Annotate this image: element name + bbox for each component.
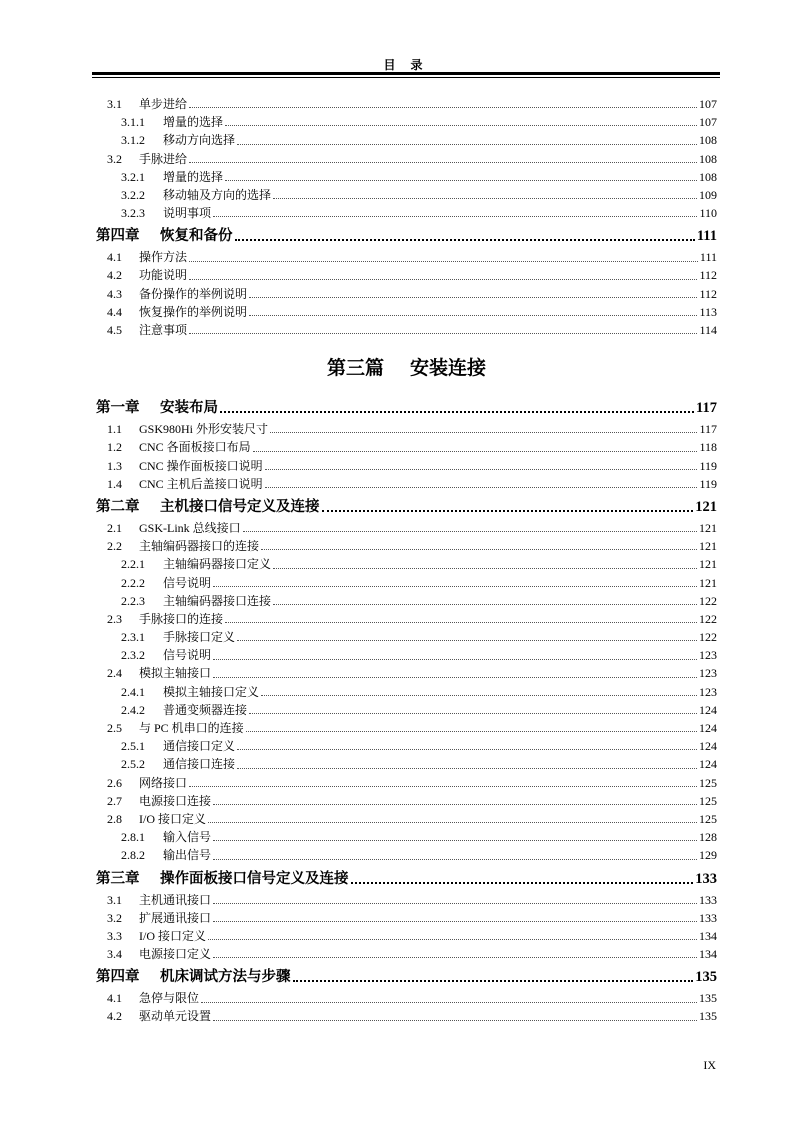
toc-entry-title: 安装布局: [160, 400, 218, 417]
toc-entry-title: 手脉进给: [139, 151, 188, 166]
toc-entry[interactable]: [96, 592, 717, 610]
toc-entry-title: 通信接口连接: [163, 757, 236, 772]
toc-entry[interactable]: [96, 846, 717, 864]
toc-entry-page: 121: [699, 575, 717, 590]
toc-entry-title: 通信接口定义: [163, 739, 236, 754]
toc-entry[interactable]: [96, 828, 717, 846]
toc-entry-title: CNC 操作面板接口说明: [139, 458, 263, 473]
toc-entry-number: 2.8.1: [121, 830, 145, 845]
toc-entry-page: 134: [699, 928, 717, 943]
toc-entry-title: 电源接口定义: [139, 947, 212, 962]
toc-entry-title: GSK980Hi 外形安装尺寸: [139, 422, 269, 437]
toc-entry-title: 机床调试方法与步骤: [160, 969, 291, 986]
toc-entry-page: 121: [699, 539, 717, 554]
part-title: 安装连接: [410, 357, 487, 380]
toc-entry-title: 网络接口: [139, 775, 188, 790]
toc-entry[interactable]: [96, 321, 717, 339]
toc-chapter-entry[interactable]: [96, 495, 717, 519]
toc-entry-page: 119: [699, 458, 717, 473]
toc-entry[interactable]: [96, 774, 717, 792]
toc-entry-page: 112: [699, 268, 717, 283]
toc-entry-number: 第三章: [96, 870, 140, 887]
toc-dot-leader: [237, 749, 697, 750]
toc-entry-page: 119: [699, 476, 717, 491]
toc-entry[interactable]: [96, 927, 717, 945]
toc-entry-number: 第四章: [96, 969, 140, 986]
toc-dot-leader: [213, 903, 697, 904]
toc-entry-title: 急停与限位: [139, 991, 200, 1006]
toc-entry-title: 主机接口信号定义及连接: [160, 499, 320, 515]
header-rule-thick: [92, 72, 720, 75]
toc-entry-page: 122: [699, 630, 717, 645]
toc-entry-page: 135: [699, 991, 717, 1006]
toc-section-bottom: [96, 396, 717, 1025]
toc-entry-title: I/O 接口定义: [139, 811, 206, 826]
toc-entry[interactable]: [96, 755, 717, 773]
toc-entry-page: 133: [699, 910, 717, 925]
toc-entry-title: 备份操作的举例说明: [139, 286, 248, 301]
toc-entry[interactable]: [96, 475, 717, 493]
toc-entry-page: 118: [699, 440, 717, 455]
toc-entry[interactable]: [96, 737, 717, 755]
toc-entry-number: 1.3: [107, 458, 122, 473]
toc-entry-title: 模拟主轴接口定义: [163, 684, 260, 699]
toc-entry[interactable]: [96, 186, 717, 204]
toc-entry[interactable]: [96, 701, 717, 719]
toc-entry-number: 2.2: [107, 539, 122, 554]
toc-dot-leader: [249, 315, 697, 316]
toc-entry-number: 3.2: [107, 151, 122, 166]
toc-entry-number: 3.4: [107, 947, 122, 962]
toc-dot-leader: [249, 713, 697, 714]
toc-entry-page: 129: [699, 848, 717, 863]
toc-entry-title: 驱动单元设置: [139, 1009, 212, 1024]
toc-dot-leader: [273, 604, 697, 605]
toc-entry-title: 扩展通讯接口: [139, 910, 212, 925]
toc-entry-page: 135: [695, 969, 717, 986]
toc-entry-title: 操作方法: [139, 250, 188, 265]
toc-entry-title: 主轴编码器接口的连接: [139, 539, 260, 554]
toc-entry-title: 操作面板接口信号定义及连接: [160, 870, 349, 887]
toc-entry-number: 第二章: [96, 499, 140, 515]
part-heading: [96, 342, 717, 394]
toc-entry-page: 108: [699, 133, 717, 148]
toc-entry-number: 第一章: [96, 400, 140, 417]
toc-entry-page: 122: [699, 593, 717, 608]
toc-dot-leader: [189, 107, 697, 108]
toc-entry-title: 主机通讯接口: [139, 892, 212, 907]
toc-dot-leader: [235, 239, 695, 241]
toc-entry-title: 主轴编码器接口定义: [163, 557, 272, 572]
toc-entry-number: 2.4.1: [121, 684, 145, 699]
toc-entry-page: 110: [699, 206, 717, 221]
toc-entry[interactable]: [96, 909, 717, 927]
toc-entry-number: 2.5: [107, 721, 122, 736]
toc-entry-title: 模拟主轴接口: [139, 666, 212, 681]
toc-dot-leader: [213, 659, 697, 660]
toc-entry-number: 3.2.1: [121, 169, 145, 184]
toc-dot-leader: [189, 333, 697, 334]
toc-entry-title: 单步进给: [139, 96, 188, 111]
toc-dot-leader: [208, 822, 697, 823]
toc-entry[interactable]: [96, 555, 717, 573]
toc-entry[interactable]: [96, 665, 717, 683]
toc-dot-leader: [213, 677, 697, 678]
toc-chapter-entry[interactable]: [96, 396, 717, 420]
toc-dot-leader: [293, 980, 694, 982]
toc-entry-number: 2.6: [107, 775, 122, 790]
toc-entry-number: 3.1: [107, 96, 122, 111]
header-rule-thin: [92, 77, 720, 78]
toc-entry-title: CNC 各面板接口布局: [139, 440, 251, 455]
toc-dot-leader: [213, 216, 697, 217]
toc-entry-page: 124: [699, 721, 717, 736]
toc-entry-page: 108: [699, 151, 717, 166]
page-header: [92, 56, 720, 82]
toc-entry[interactable]: [96, 303, 717, 321]
toc-entry-page: 112: [699, 286, 717, 301]
toc-entry-page: 109: [699, 187, 717, 202]
toc-entry-page: 123: [699, 666, 717, 681]
toc-entry-number: 2.8.2: [121, 848, 145, 863]
toc-entry-title: 输出信号: [163, 848, 212, 863]
toc-entry-title: 功能说明: [139, 268, 188, 283]
toc-chapter-entry[interactable]: [96, 224, 717, 248]
toc-dot-leader: [208, 939, 697, 940]
toc-entry-number: 3.2.2: [121, 187, 145, 202]
toc-entry[interactable]: [96, 285, 717, 303]
toc-entry-page: 121: [695, 499, 717, 515]
toc-entry-number: 2.3.1: [121, 630, 145, 645]
toc-entry-number: 2.3: [107, 611, 122, 626]
page-number: IX: [703, 1058, 716, 1072]
toc-entry-number: 3.2: [107, 910, 122, 925]
toc-entry[interactable]: [96, 113, 717, 131]
toc-entry-number: 3.1: [107, 892, 122, 907]
toc-entry-number: 2.8: [107, 811, 122, 826]
toc-entry-page: 117: [699, 422, 717, 437]
toc-entry-page: 107: [699, 115, 717, 130]
toc-dot-leader: [213, 957, 697, 958]
toc-chapter-entry[interactable]: [96, 867, 717, 891]
toc-section-top: [96, 95, 717, 339]
toc-entry[interactable]: [96, 267, 717, 285]
toc-dot-leader: [225, 125, 697, 126]
toc-entry[interactable]: [96, 131, 717, 149]
toc-entry[interactable]: [96, 1008, 717, 1026]
toc-entry-number: 4.1: [107, 250, 122, 265]
toc-dot-leader: [189, 162, 697, 163]
toc-dot-leader: [265, 469, 698, 470]
toc-entry-title: 信号说明: [163, 575, 212, 590]
toc-entry[interactable]: [96, 792, 717, 810]
toc-entry-page: 108: [699, 169, 717, 184]
toc-dot-leader: [237, 768, 697, 769]
toc-entry-title: 电源接口连接: [139, 793, 212, 808]
toc-entry-title: 普通变频器连接: [163, 702, 248, 717]
toc-entry-number: 1.4: [107, 476, 122, 491]
toc-dot-leader: [246, 731, 697, 732]
toc-entry-page: 123: [699, 684, 717, 699]
toc-entry-title: 主轴编码器接口连接: [163, 593, 272, 608]
toc-entry-number: 4.1: [107, 991, 122, 1006]
toc-entry-number: 4.2: [107, 268, 122, 283]
toc-dot-leader: [189, 261, 698, 262]
toc-entry-number: 第四章: [96, 228, 140, 245]
toc-entry-page: 125: [699, 811, 717, 826]
toc-entry-number: 2.5.2: [121, 757, 145, 772]
toc-entry-page: 125: [699, 775, 717, 790]
toc-dot-leader: [261, 549, 697, 550]
toc-dot-leader: [270, 432, 697, 433]
toc-entry[interactable]: [96, 719, 717, 737]
toc-entry-page: 113: [699, 304, 717, 319]
toc-entry[interactable]: [96, 168, 717, 186]
toc-entry-page: 122: [699, 611, 717, 626]
toc-dot-leader: [253, 451, 698, 452]
toc-entry-number: 2.5.1: [121, 739, 145, 754]
toc-entry[interactable]: [96, 457, 717, 475]
toc-dot-leader: [237, 640, 697, 641]
toc-dot-leader: [237, 144, 697, 145]
toc-entry-page: 111: [699, 250, 717, 265]
toc-dot-leader: [213, 586, 697, 587]
toc-dot-leader: [220, 411, 694, 413]
toc-entry[interactable]: [96, 810, 717, 828]
toc-entry-title: 恢复和备份: [160, 228, 233, 245]
toc-entry-number: 4.4: [107, 304, 122, 319]
toc-dot-leader: [213, 859, 697, 860]
toc-entry-page: 114: [699, 323, 717, 338]
toc-entry[interactable]: [96, 537, 717, 555]
toc-entry-title: 注意事项: [139, 323, 188, 338]
toc-entry-title: 移动轴及方向的选择: [163, 187, 272, 202]
toc-dot-leader: [273, 198, 697, 199]
toc-entry-page: 135: [699, 1009, 717, 1024]
toc-entry-number: 4.5: [107, 323, 122, 338]
toc-entry-title: 说明事项: [163, 206, 212, 221]
toc-dot-leader: [225, 180, 697, 181]
toc-entry-number: 3.2.3: [121, 206, 145, 221]
toc-entry-title: 与 PC 机串口的连接: [139, 721, 244, 736]
toc-entry[interactable]: [96, 683, 717, 701]
toc-entry[interactable]: [96, 945, 717, 963]
toc-entry[interactable]: [96, 150, 717, 168]
toc-entry[interactable]: [96, 646, 717, 664]
toc-dot-leader: [261, 695, 697, 696]
toc-entry-page: 117: [696, 400, 717, 417]
toc-entry-title: GSK-Link 总线接口: [139, 520, 241, 535]
toc-entry-page: 111: [696, 228, 717, 245]
toc-entry-number: 2.1: [107, 520, 122, 535]
toc-entry-number: 3.3: [107, 928, 122, 943]
toc-entry[interactable]: [96, 204, 717, 222]
toc-dot-leader: [265, 487, 698, 488]
toc-entry-page: 133: [695, 870, 717, 887]
toc-entry[interactable]: [96, 574, 717, 592]
toc-entry-number: 1.1: [107, 422, 122, 437]
toc-entry-title: 增量的选择: [163, 169, 224, 184]
toc-entry-number: 2.4: [107, 666, 122, 681]
toc-entry-page: 133: [699, 892, 717, 907]
toc-entry-page: 124: [699, 757, 717, 772]
toc-entry-title: 手脉接口定义: [163, 630, 236, 645]
toc-entry-number: 2.2.3: [121, 593, 145, 608]
toc-entry-page: 123: [699, 648, 717, 663]
toc-entry[interactable]: [96, 248, 717, 266]
toc-entry-title: 手脉接口的连接: [139, 611, 224, 626]
toc-entry-number: 1.2: [107, 440, 122, 455]
toc-entry-page: 124: [699, 702, 717, 717]
toc-entry-page: 121: [699, 520, 717, 535]
toc-entry-title: 信号说明: [163, 648, 212, 663]
toc-dot-leader: [273, 568, 697, 569]
toc-entry[interactable]: [96, 628, 717, 646]
toc-dot-leader: [243, 531, 697, 532]
toc-dot-leader: [201, 1002, 697, 1003]
toc-entry-number: 2.7: [107, 793, 122, 808]
toc-entry-number: 4.2: [107, 1009, 122, 1024]
toc-entry-number: 4.3: [107, 286, 122, 301]
toc-entry-number: 2.2.2: [121, 575, 145, 590]
header-title: 目 录: [383, 58, 429, 72]
toc-dot-leader: [213, 1020, 697, 1021]
toc-entry[interactable]: [96, 438, 717, 456]
toc-entry-title: 移动方向选择: [163, 133, 236, 148]
table-of-contents: [96, 95, 717, 1026]
toc-entry-title: 输入信号: [163, 830, 212, 845]
toc-entry[interactable]: [96, 891, 717, 909]
toc-entry-number: 3.1.2: [121, 133, 145, 148]
toc-dot-leader: [189, 279, 697, 280]
toc-chapter-entry[interactable]: [96, 965, 717, 989]
toc-entry[interactable]: [96, 610, 717, 628]
toc-entry-page: 128: [699, 830, 717, 845]
toc-entry-number: 2.3.2: [121, 648, 145, 663]
toc-entry-number: 2.4.2: [121, 702, 145, 717]
toc-dot-leader: [351, 882, 694, 884]
toc-entry[interactable]: [96, 989, 717, 1007]
toc-entry-page: 124: [699, 739, 717, 754]
toc-dot-leader: [213, 921, 697, 922]
toc-entry[interactable]: [96, 519, 717, 537]
toc-entry-number: 3.1.1: [121, 115, 145, 130]
toc-entry-page: 134: [699, 947, 717, 962]
toc-dot-leader: [213, 804, 697, 805]
toc-entry-title: CNC 主机后盖接口说明: [139, 476, 263, 491]
part-number: 第三篇: [326, 357, 384, 380]
toc-entry-title: 恢复操作的举例说明: [139, 304, 248, 319]
toc-dot-leader: [322, 510, 694, 512]
toc-dot-leader: [213, 840, 697, 841]
toc-entry-page: 107: [699, 96, 717, 111]
toc-dot-leader: [249, 297, 697, 298]
toc-entry[interactable]: [96, 420, 717, 438]
toc-dot-leader: [189, 786, 697, 787]
toc-entry[interactable]: [96, 95, 717, 113]
toc-entry-page: 125: [699, 793, 717, 808]
toc-entry-title: I/O 接口定义: [139, 928, 206, 943]
toc-entry-number: 2.2.1: [121, 557, 145, 572]
toc-entry-page: 121: [699, 557, 717, 572]
toc-dot-leader: [225, 622, 697, 623]
toc-entry-title: 增量的选择: [163, 115, 224, 130]
